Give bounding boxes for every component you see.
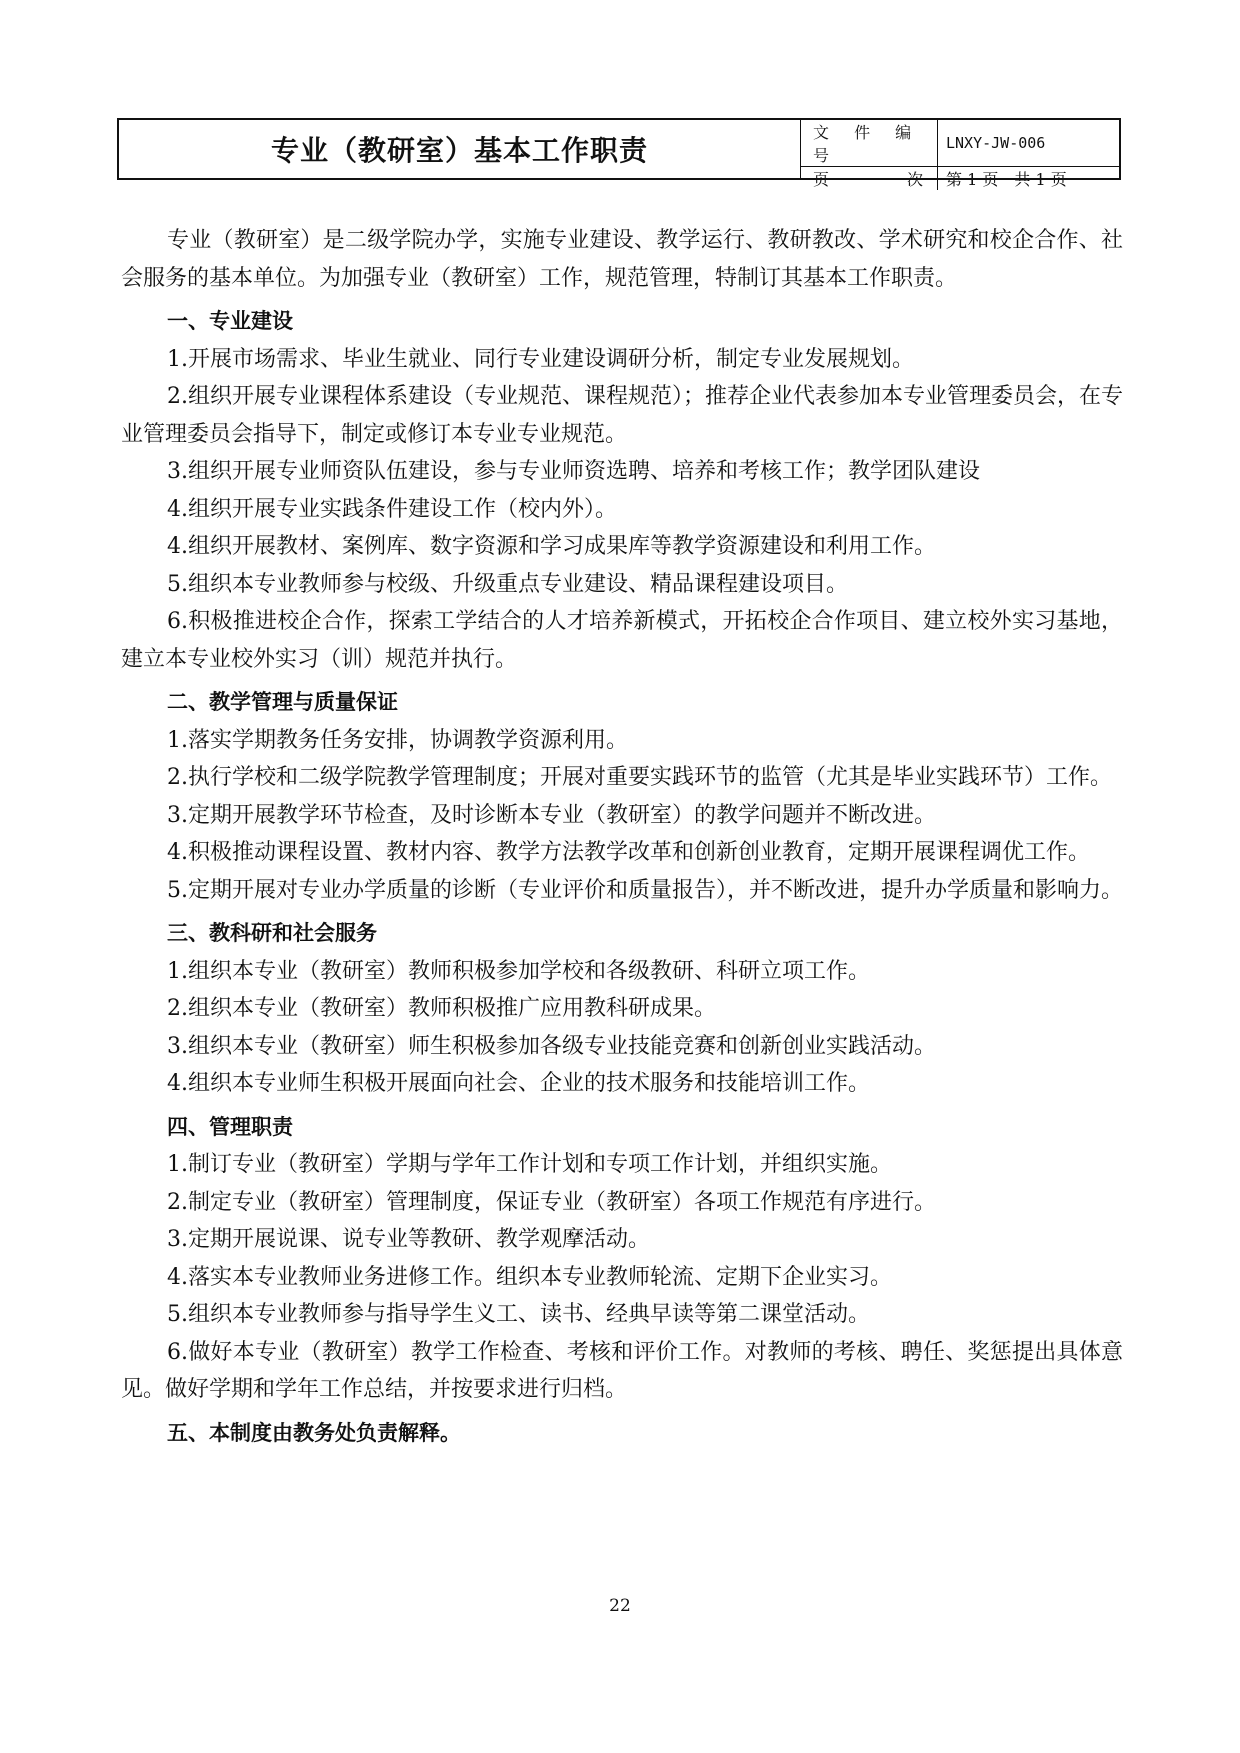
list-item: 1.落实学期教务任务安排，协调教学资源利用。 [167, 727, 628, 753]
header-meta [801, 120, 1119, 189]
list-item: 2.组织本专业（教研室）教师积极推广应用教科研成果。 [167, 996, 716, 1021]
section-heading-4: 四、管理职责 [167, 1114, 293, 1139]
list-item: 3.定期开展教学环节检查，及时诊断本专业（教研室）的教学问题并不断改进。 [167, 802, 936, 828]
list-item: 5.组织本专业教师参与指导学生义工、读书、经典早读等第二课堂活动。 [167, 1302, 870, 1327]
list-item: 3.组织本专业（教研室）师生积极参加各级专业技能竞赛和创新创业实践活动。 [167, 1033, 936, 1059]
document-body [121, 222, 1123, 1452]
doc-number-row [801, 120, 1119, 166]
list-item: 3.定期开展说课、说专业等教研、教学观摩活动。 [167, 1227, 650, 1252]
list-item: 2.组织开展专业课程体系建设（专业规范、课程规范）；推荐企业代表参加本专业管理委员会，在专业管理委员会指导下，制定或修订本专业专业规范。 [121, 384, 1123, 447]
document-title: 专业（教研室）基本工作职责 [119, 120, 801, 178]
list-item: 2.执行学校和二级学院教学管理制度；开展对重要实践环节的监管（尤其是毕业实践环节）工作。 [167, 765, 1112, 790]
page-count-label-a: 页 [813, 170, 830, 189]
intro-paragraph: 专业（教研室）是二级学院办学，实施专业建设、教学运行、教研教改、学术研究和校企合作、社会服务的基本单位。为加强专业（教研室）工作，规范管理，特制订其基本工作职责。 [121, 228, 1123, 291]
page-count-value: 第 1 页 共 1 页 [946, 170, 1067, 189]
list-item: 1.开展市场需求、毕业生就业、同行专业建设调研分析，制定专业发展规划。 [167, 346, 914, 372]
list-item: 4.组织开展专业实践条件建设工作（校内外）。 [167, 496, 617, 522]
doc-number-value: LNXY-JW-006 [946, 134, 1046, 152]
list-item: 4.落实本专业教师业务进修工作。组织本专业教师轮流、定期下企业实习。 [167, 1264, 892, 1290]
doc-number-label: 文 件 编 号 [801, 120, 938, 166]
section-heading-2: 二、教学管理与质量保证 [167, 690, 398, 714]
page-count-label [801, 167, 938, 190]
section-heading-3: 三、教科研和社会服务 [167, 921, 377, 945]
section-heading-5: 五、本制度由教务处负责解释。 [167, 1420, 461, 1445]
document-header-table [117, 118, 1121, 189]
list-item: 6.积极推进校企合作，探索工学结合的人才培养新模式，开拓校企合作项目、建立校外实习基地，建立本专业校外实习（训）规范并执行。 [121, 609, 1123, 672]
list-item: 5.定期开展对专业办学质量的诊断（专业评价和质量报告），并不断改进，提升办学质量和影响力。 [167, 877, 1123, 903]
list-item: 4.组织本专业师生积极开展面向社会、企业的技术服务和技能培训工作。 [167, 1071, 870, 1096]
page-count-label-b: 次 [906, 170, 923, 189]
list-item: 5.组织本专业教师参与校级、升级重点专业建设、精品课程建设项目。 [167, 571, 848, 597]
list-item: 6.做好本专业（教研室）教学工作检查、考核和评价工作。对教师的考核、聘任、奖惩提出具体意见。做好学期和学年工作总结，并按要求进行归档。 [121, 1339, 1123, 1402]
page-number: 22 [609, 1596, 631, 1616]
list-item: 2.制定专业（教研室）管理制度，保证专业（教研室）各项工作规范有序进行。 [167, 1189, 936, 1215]
list-item: 3.组织开展专业师资队伍建设，参与专业师资选聘、培养和考核工作；教学团队建设 [167, 459, 980, 484]
page-count-row [801, 166, 1119, 190]
list-item: 4.积极推动课程设置、教材内容、教学方法教学改革和创新创业教育，定期开展课程调优工作。 [167, 840, 1090, 865]
list-item: 1.组织本专业（教研室）教师积极参加学校和各级教研、科研立项工作。 [167, 958, 870, 984]
list-item: 4.组织开展教材、案例库、数字资源和学习成果库等教学资源建设和利用工作。 [167, 534, 936, 559]
list-item: 1.制订专业（教研室）学期与学年工作计划和专项工作计划，并组织实施。 [167, 1152, 892, 1177]
section-heading-1: 一、专业建设 [167, 309, 293, 333]
